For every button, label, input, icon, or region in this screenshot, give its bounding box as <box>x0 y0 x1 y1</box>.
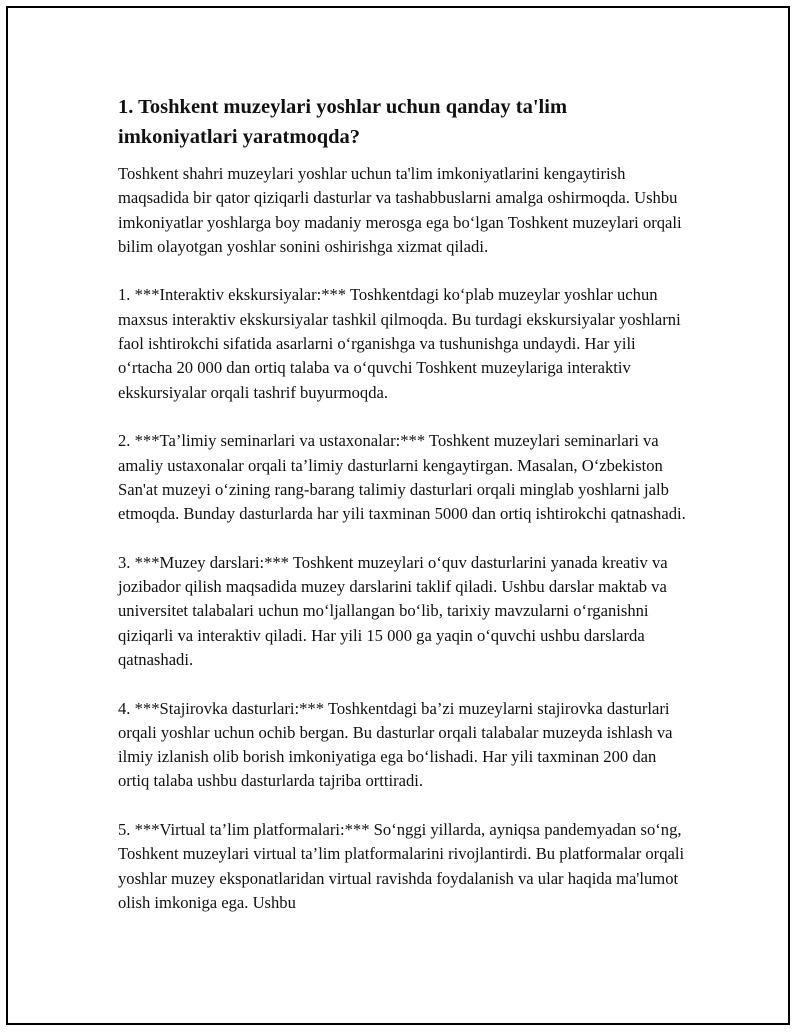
paragraph-seminars-workshops: 2. ***Ta’limiy seminarlari va ustaxonalar:*** Toshkent muzeylari seminarlari va amaliy ustaxonalar orqali ta’limiy dasturlarni kengaytirgan. Masalan, O‘zbekiston San'at muzeyi o‘zining rang-barang talimiy dasturlari orqali minglab yoshlarni jalb etmoqda. Bunday dasturlarda har yili taxminan 5000 dan ortiq ishtirokchi qatnashadi. <box>118 431 686 524</box>
paragraph-virtual-platforms: 5. ***Virtual ta’lim platformalari:*** So‘nggi yillarda, ayniqsa pandemyadan so‘ng, Toshkent muzeylari virtual ta’lim platformalarini rivojlantirdi. Bu platformalar orqali yoshlar muzey eksponatlaridan virtual ravishda foydalanish va ular haqida ma'lumot olish imkoniga ega. Ushbu <box>118 820 685 912</box>
intro-paragraph: Toshkent shahri muzeylari yoshlar uchun ta'lim imkoniyatlarini kengaytirish maqsadida bir qator qiziqarli dasturlar va tashabbuslarni amalga oshirmoqda. Ushbu imkoniyatlar yoshlarga boy madaniy merosga ega bo‘lgan Toshkent muzeylari orqali bilim olayotgan yoshlar sonini oshirishga xizmat qiladi. <box>118 164 682 256</box>
paragraph-internship-programs: 4. ***Stajirovka dasturlari:*** Toshkentdagi ba’zi muzeylarni stajirovka dasturlari orqali yoshlar uchun ochib bergan. Bu dasturlar orqali talabalar muzeyda ishlash va ilmiy izlanish olib borish imkoniyatiga ega bo‘lishadi. Har yili taxminan 200 dan ortiq talaba ushbu dasturlarda tajriba orttiradi. <box>118 698 673 791</box>
section-heading: 1. Toshkent muzeylari yoshlar uchun qanday ta'lim imkoniyatlari yaratmoqda? <box>118 96 568 148</box>
paragraph-museum-lessons: 3. ***Muzey darslari:*** Toshkent muzeylari o‘quv dasturlarini yanada kreativ va jozibador qilish maqsadida muzey darslarini taklif qiladi. Ushbu darslar maktab va universitet talabalari uchun mo‘ljallangan bo‘lib, tarixiy mavzularni o‘rganishni qiziqarli va interaktiv qiladi. Har yili 15 000 ga yaqin o‘quvchi ushbu darslarda qatnashadi. <box>118 552 668 669</box>
document-body <box>118 92 688 940</box>
paragraph-interactive-tours: 1. ***Interaktiv ekskursiyalar:*** Toshkentdagi ko‘plab muzeylar yoshlar uchun maxsus interaktiv ekskursiyalar tashkil qilmoqda. Bu turdagi ekskursiyalar yoshlarni faol ishtirokchi sifatida asarlarni o‘rganishga va tushunishga undaydi. Har yili o‘rtacha 20 000 dan ortiq talaba va o‘quvchi Toshkent muzeylariga interaktiv ekskursiyalar orqali tashrif buyurmoqda. <box>118 285 681 402</box>
